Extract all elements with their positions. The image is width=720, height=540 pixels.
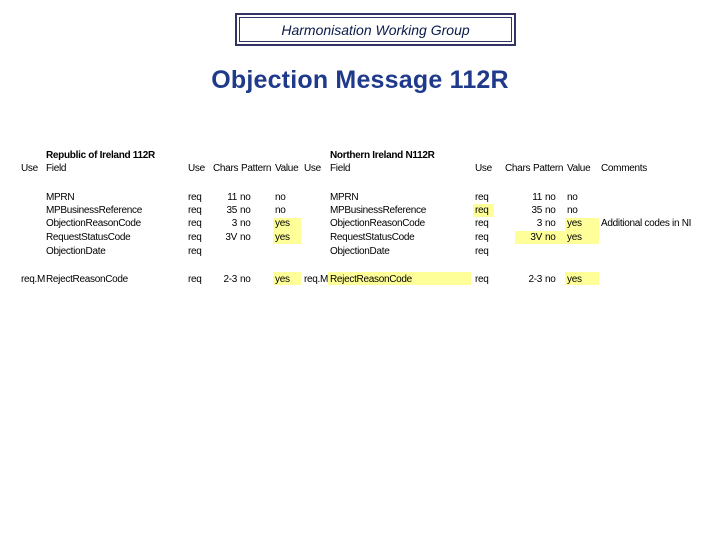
cell-req: req [188, 218, 202, 229]
header-use-3: Use [304, 163, 321, 174]
cell-field: ObjectionReasonCode [46, 218, 141, 229]
cell-ni-chars: 11 [532, 192, 542, 203]
header-pattern-2: Pattern [533, 163, 564, 174]
header-pattern: Pattern [241, 163, 272, 174]
cell-req: req [188, 246, 202, 257]
cell-ni-req: req [475, 205, 489, 216]
cell-ni-field: MPRN [330, 192, 359, 203]
cell-req: req [188, 192, 202, 203]
cell-pattern: no [240, 232, 251, 243]
cell-ni-field: ObjectionDate [330, 246, 390, 257]
cell-pattern: no [240, 274, 251, 285]
header-value-2: Value [567, 163, 591, 174]
cell-ni-value: no [567, 205, 578, 216]
cell-field: RequestStatusCode [46, 232, 131, 243]
cell-ni-field: ObjectionReasonCode [330, 218, 425, 229]
cell-ni-value: yes [567, 218, 582, 229]
cell-ni-req: req [475, 274, 489, 285]
banner [235, 13, 516, 46]
cell-ni-chars: 2-3 [528, 274, 542, 285]
header-chars: Chars [213, 163, 239, 174]
cell-ni-value: no [567, 192, 578, 203]
cell-chars: 3V [225, 232, 237, 243]
cell-ni-chars: 35 [531, 205, 542, 216]
cell-chars: 3 [231, 218, 237, 229]
cell-ni-req: req [475, 232, 489, 243]
cell-comments: Additional codes in NI [601, 218, 692, 229]
cell-value: yes [275, 218, 290, 229]
cell-ni-pattern: no [545, 274, 556, 285]
cell-ni-pattern: no [545, 232, 556, 243]
cell-ni-req: req [475, 246, 489, 257]
cell-field: RejectReasonCode [46, 274, 128, 285]
header-field-2: Field [330, 163, 351, 174]
cell-value: no [275, 192, 286, 203]
cell-chars: 2-3 [223, 274, 237, 285]
cell-ni-req: req [475, 218, 489, 229]
cell-req: req [188, 274, 202, 285]
page-title: Objection Message 112R [211, 66, 509, 94]
header-use: Use [21, 163, 38, 174]
cell-req: req [188, 232, 202, 243]
cell-chars: 35 [226, 205, 237, 216]
cell-ni-value: yes [567, 232, 582, 243]
header-use-4: Use [475, 163, 492, 174]
cell-ni-value: yes [567, 274, 582, 285]
cell-pattern: no [240, 192, 251, 203]
cell-ni-req: req [475, 192, 489, 203]
header-use-2: Use [188, 163, 205, 174]
cell-field: ObjectionDate [46, 246, 106, 257]
header-value: Value [275, 163, 299, 174]
cell-pattern: no [240, 218, 251, 229]
cell-field: MPRN [46, 192, 75, 203]
cell-field: MPBusinessReference [46, 205, 143, 216]
cell-ni-field: RequestStatusCode [330, 232, 415, 243]
cell-ni-pattern: no [545, 205, 556, 216]
roi-section-title: Republic of Ireland 112R [46, 150, 155, 161]
cell-req: req [188, 205, 202, 216]
cell-chars: 11 [227, 192, 237, 203]
cell-value: yes [275, 274, 290, 285]
banner-label: Harmonisation Working Group [239, 17, 512, 42]
cell-ni-field: MPBusinessReference [330, 205, 427, 216]
cell-ni-pattern: no [545, 192, 556, 203]
cell-ni-field: RejectReasonCode [330, 274, 412, 285]
cell-value: no [275, 205, 286, 216]
header-comments: Comments [601, 163, 647, 174]
ni-section-title: Northern Ireland N112R [330, 150, 435, 161]
header-chars-2: Chars [505, 163, 531, 174]
header-field: Field [46, 163, 67, 174]
cell-ni-pattern: no [545, 218, 556, 229]
cell-pattern: no [240, 205, 251, 216]
cell-ni-chars: 3V [530, 232, 542, 243]
cell-ni-chars: 3 [536, 218, 542, 229]
cell-value: yes [275, 232, 290, 243]
cell-use: req.M [21, 274, 46, 285]
cell-ni-use: req.M [304, 274, 329, 285]
